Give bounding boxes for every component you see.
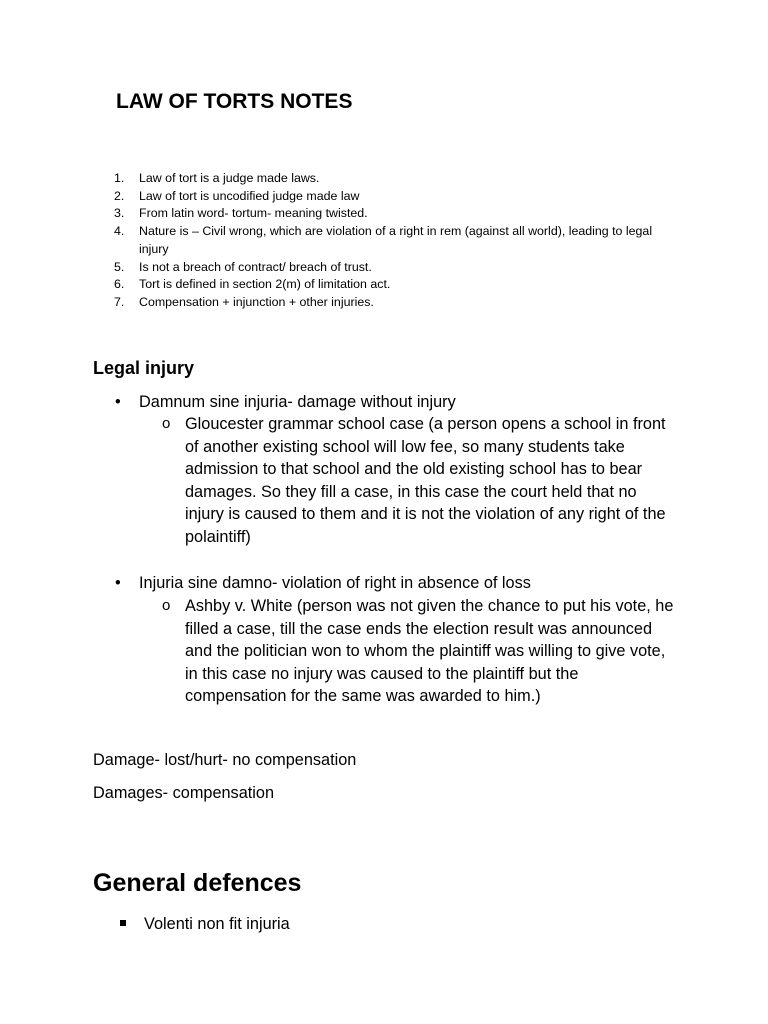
sub-item-text: Gloucester grammar school case (a person opens a school in front of another existing school will low fee, so many students take admission to that school and the old existing school has to bear damages. So they fill a case, in this case the court held that no injury is caused to them and it is not the violation of any right of the polaintiff) — [185, 415, 666, 546]
list-text: Nature is – Civil wrong, which are violation of a right in rem (against all world), leading to legal injury — [139, 224, 653, 256]
defence-item-volenti — [120, 913, 520, 936]
list-text: Compensation + injunction + other injuries. — [139, 294, 374, 309]
list-item — [114, 276, 674, 294]
bullet-text: Damnum sine injuria- damage without injury — [139, 393, 456, 411]
list-item — [114, 223, 674, 258]
list-text: Law of tort is uncodified judge made law — [139, 188, 360, 203]
defence-item-text: Volenti non fit injuria — [144, 915, 290, 933]
damages-definition: Damages- compensation — [93, 784, 274, 802]
list-item — [114, 188, 674, 206]
bullet-item-injuria — [93, 572, 693, 595]
circle-bullet-icon: o — [162, 415, 171, 432]
list-number: 4. — [114, 224, 125, 239]
notes-list — [114, 170, 674, 312]
list-item — [114, 259, 674, 277]
damage-definition: Damage- lost/hurt- no compensation — [93, 751, 357, 769]
list-number: 2. — [114, 188, 125, 203]
page-title: LAW OF TORTS NOTES — [116, 90, 353, 113]
legal-injury-heading: Legal injury — [93, 358, 195, 378]
square-bullet-icon — [120, 920, 126, 926]
list-item — [114, 170, 674, 188]
list-text: From latin word- tortum- meaning twisted. — [139, 206, 368, 221]
bullet-item-damnum — [93, 391, 693, 414]
list-number: 6. — [114, 277, 125, 292]
sub-item-gloucester — [160, 413, 680, 548]
list-number: 3. — [114, 206, 125, 221]
bullet-icon: • — [115, 574, 121, 592]
list-number: 5. — [114, 259, 125, 274]
list-item — [114, 205, 674, 223]
list-item — [114, 294, 674, 312]
list-text: Is not a breach of contract/ breach of trust. — [139, 259, 372, 274]
sub-item-ashby — [160, 595, 680, 708]
list-text: Law of tort is a judge made laws. — [139, 171, 320, 185]
list-text: Tort is defined in section 2(m) of limitation act. — [139, 277, 391, 292]
bullet-text: Injuria sine damno- violation of right in absence of loss — [139, 574, 531, 592]
general-defences-heading: General defences — [93, 869, 302, 897]
list-number: 1. — [114, 171, 125, 185]
list-number: 7. — [114, 294, 125, 309]
circle-bullet-icon: o — [162, 597, 171, 614]
bullet-icon: • — [115, 393, 121, 411]
sub-item-text: Ashby v. White (person was not given the chance to put his vote, he filled a case, till the case ends the election result was announced and the politician won to whom the plaintiff was willing to give vote, in this case no injury was caused to the plaintiff but the compensation for the same was awarded to him.) — [185, 597, 674, 705]
